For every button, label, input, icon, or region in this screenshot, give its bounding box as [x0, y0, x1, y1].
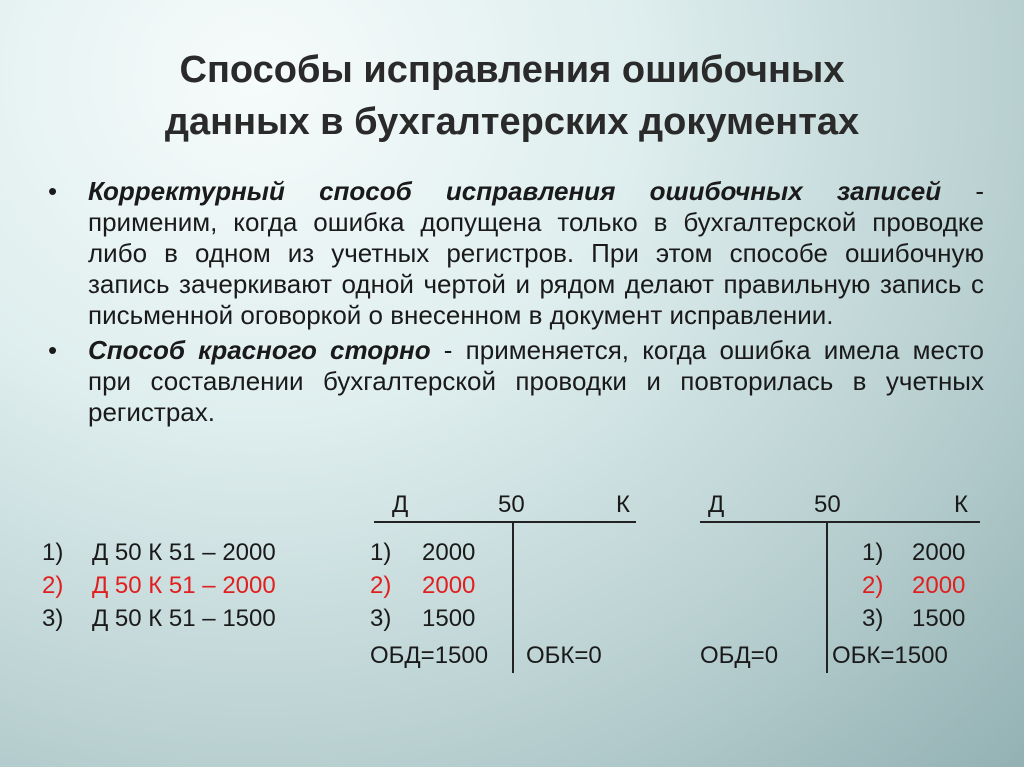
bullet-term: Способ красного сторно	[88, 335, 431, 365]
credit-row-value: 1500	[912, 605, 966, 632]
bullet-item-correction	[40, 176, 984, 331]
bullet-text: - применим, когда ошибка допущена только в бухгалтерской проводке либо в одном из учетных регистров. При этом способе ошибочную запись зачеркивают одной чертой и рядом делают правильную запись с письменной оговоркой о внесенном в документ исправлении.	[88, 176, 985, 330]
account-number: 50	[814, 491, 841, 518]
bullet-dot-icon: •	[48, 335, 58, 365]
debit-turnover: ОБД=0	[700, 642, 779, 669]
slide-title-line-1: Способы исправления ошибочных	[179, 49, 845, 91]
credit-row-number: 2)	[862, 572, 884, 599]
credit-label: К	[954, 491, 968, 518]
bullet-list	[40, 176, 984, 428]
credit-label: К	[616, 491, 630, 518]
t-account-horizontal-line	[700, 521, 980, 523]
entry-text: Д 50 К 51 – 2000	[92, 572, 276, 599]
entry-number: 2)	[42, 572, 64, 599]
credit-turnover: ОБК=1500	[832, 642, 948, 669]
credit-row-value: 2000	[912, 539, 966, 566]
credit-row-number: 1)	[862, 539, 884, 566]
credit-turnover: ОБК=0	[526, 642, 602, 669]
t-account-vertical-line	[826, 521, 828, 673]
slide-title-line-2: данных в бухгалтерских документах	[164, 101, 860, 143]
credit-row-number: 3)	[862, 605, 884, 632]
debit-turnover: ОБД=1500	[370, 642, 489, 669]
account-number: 50	[498, 491, 525, 518]
debit-row-number: 1)	[370, 539, 392, 566]
debit-row-number: 2)	[370, 572, 392, 599]
bullet-text: - применяется, когда ошибка имела место при составлении бухгалтерской проводки и повторилась в учетных регистрах.	[88, 335, 985, 427]
debit-row-value: 2000	[422, 572, 476, 599]
debit-row-number: 3)	[370, 605, 392, 632]
credit-row-value: 2000	[912, 572, 966, 599]
bullet-item-red-storno	[40, 335, 984, 428]
debit-row-value: 1500	[422, 605, 476, 632]
entry-text: Д 50 К 51 – 2000	[92, 539, 276, 566]
bullet-dot-icon: •	[48, 176, 58, 206]
entry-text: Д 50 К 51 – 1500	[92, 605, 276, 632]
entry-number: 1)	[42, 539, 64, 566]
debit-row-value: 2000	[422, 539, 476, 566]
debit-label: Д	[392, 491, 409, 518]
slide-title	[40, 44, 984, 148]
debit-label: Д	[708, 491, 725, 518]
bullet-term: Корректурный способ исправления ошибочных записей	[88, 176, 942, 206]
t-account-vertical-line	[512, 521, 514, 673]
entry-number: 3)	[42, 605, 64, 632]
t-account-horizontal-line	[374, 521, 636, 523]
